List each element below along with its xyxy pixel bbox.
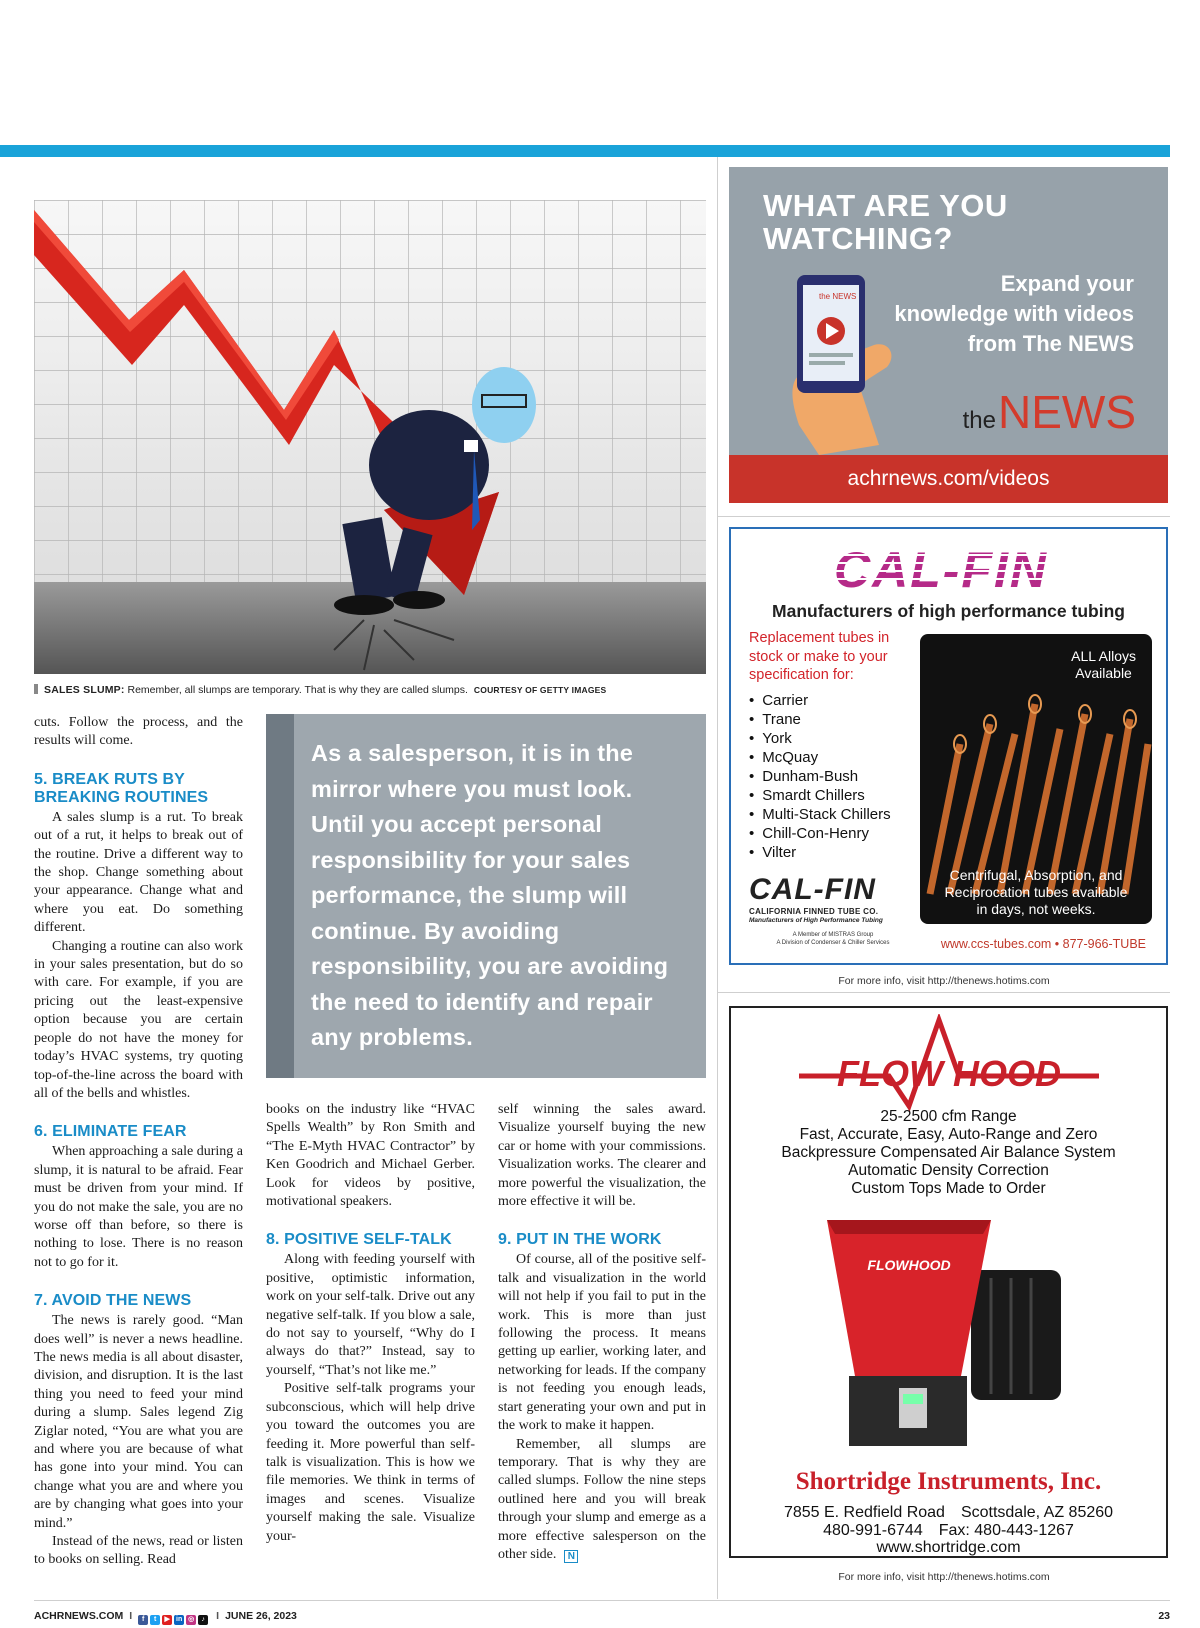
flowhood-logo [799, 1014, 1099, 1114]
news-videos-ad[interactable] [729, 167, 1168, 503]
tiktok-icon[interactable]: ♪ [198, 1615, 208, 1625]
more-info-link[interactable]: For more info, visit http://thenews.hotims.com [838, 975, 1050, 987]
flowhood-ad[interactable] [729, 1006, 1168, 1558]
company-name: Shortridge Instruments, Inc. [795, 1468, 1102, 1495]
pull-quote [266, 714, 706, 1078]
top-color-bar [0, 145, 1170, 157]
svg-text:the NEWS: the NEWS [819, 292, 857, 301]
paragraph: self winning the sales award. Visualize yourself buying the new car or home with your commissions. Visualization works. The clearer and more powerful the visualization, the more effective it will be. [498, 1102, 706, 1210]
page-footer: ACHRNEWS.COM I f t ▶ in ◎ ♪ I JUNE 26, 2023 23 [34, 1600, 1170, 1624]
paragraph: books on the industry like “HVAC Spells Wealth” by Ron Smith and “The E-Myth HVAC Contractor” by Ken Goodrich and Michael Gerber. Look for videos by positive, motivational speakers. [266, 1102, 475, 1210]
company-address: 7855 E. Redfield Road Scottsdale, AZ 85260 480-991-6744 Fax: 480-443-1267 www.shortridge.com [731, 1504, 1166, 1557]
calfin-brand-logo [821, 541, 1061, 597]
paragraph: Changing a routine can also work in your sales presentation, but do so with care. For example, if you are pricing out the least-expensive option because you are certain people do not have the money for today’s HVAC systems, try quoting top-of-the-line across the board with all of the bells and whistles. [34, 938, 243, 1101]
social-icons [138, 1612, 210, 1625]
alloys-label: ALL Alloys Available [1071, 648, 1136, 681]
more-info-link[interactable]: For more info, visit http://thenews.hotims.com [838, 1571, 1050, 1583]
ad-tagline: Manufacturers of high performance tubing [772, 601, 1125, 621]
ad-url-link[interactable]: achrnews.com/videos [729, 455, 1168, 503]
section-heading-7: 7. AVOID THE NEWS [34, 1292, 192, 1310]
member-note: A Member of MISTRAS Group A Division of Condenser & Chiller Services [776, 932, 890, 946]
ad-subhead: Expand your knowledge with videos from The NEWS [894, 271, 1134, 356]
list-item: • Trane [749, 710, 891, 729]
section-heading-5: 5. BREAK RUTS BY BREAKING ROUTINES [34, 770, 209, 806]
illustration-caption: SALES SLUMP: Remember, all slumps are temporary. That is why they are called slumps. COURTESY OF GETTY IMAGES [34, 684, 706, 696]
paragraph: A sales slump is a rut. To break out of a rut, it helps to break out of the routine. Drive a different way to the shop. Change something about your appearance. Change what and where you eat. Do something different. [34, 809, 243, 936]
section-heading-9: 9. PUT IN THE WORK [498, 1231, 662, 1249]
paragraph: Positive self-talk programs your subconscious, which will help drive you toward the outcomes you are feeding it. More powerful than self-talk is visualization. This is how we file memories. We think in terms of images and scenes. Visualize yourself making the sale. Visualize your- [266, 1381, 475, 1544]
list-item: • Chill-Con-Henry [749, 824, 891, 843]
list-item: • Smardt Chillers [749, 786, 891, 805]
sales-slump-illustration [34, 200, 706, 674]
list-item: • Multi-Stack Chillers [749, 805, 891, 824]
ad-divider [718, 992, 1170, 993]
youtube-icon[interactable]: ▶ [162, 1615, 172, 1625]
flowhood-specs: 25-2500 cfm Range Fast, Accurate, Easy, Auto-Range and Zero Backpressure Compensated Air Balance System Automatic Density Correction Custom Tops Made to Order [781, 1108, 1116, 1197]
paragraph: Along with feeding yourself with positive, optimistic information, work on your self-talk. Drive out any negative self-talk. If you blow a sale, do not say to yourself, “Why do I always do that?” Instead, say to yourself, “That’s not like me.” [266, 1252, 475, 1378]
paragraph: Of course, all of the positive self-talk and visualization in the world will not help if you fail to put in the work. This is more than just following the process. It means getting up earlier, working later, and networking for leads. If the company is not feeding you enough leads, start generating your own and put in the work to make it happen. [498, 1252, 706, 1434]
pull-quote-text: As a salesperson, it is in the mirror where you must look. Until you accept personal responsibility for your sales performance, the slump will continue. By avoiding responsibility, you are avoiding the need to identify and repair any problems. [311, 740, 669, 1050]
article-column-3 [498, 1101, 706, 1564]
tubes-photo [920, 634, 1152, 924]
page-number: 23 [1158, 1610, 1170, 1622]
calfin-contact-link[interactable]: www.ccs-tubes.com • 877-966-TUBE [940, 937, 1146, 951]
list-item: • McQuay [749, 748, 891, 767]
svg-text:FLOWHOOD: FLOWHOOD [867, 1257, 951, 1273]
calfin-company-logo: CAL-FIN CALIFORNIA FINNED TUBE CO. Manufacturers of High Performance Tubing [749, 873, 883, 924]
spec-text: Replacement tubes in stock or make to your specification for: [749, 630, 890, 683]
paragraph: cuts. Follow the process, and the results will come. [34, 715, 243, 749]
svg-text:FLOW HOOD: FLOW HOOD [837, 1053, 1061, 1094]
linkedin-icon[interactable]: in [176, 1616, 183, 1623]
list-item: • Vilter [749, 843, 891, 862]
list-item: • York [749, 729, 891, 748]
paragraph: When approaching a sale during a slump, it is natural to be afraid. Fear must be driven from your mind. If you do not make the sale, you are no worse off than before, so there is nothing to lose. There is no reason not to go for it. [34, 1144, 243, 1270]
section-heading-6: 6. ELIMINATE FEAR [34, 1123, 187, 1141]
footer-date: JUNE 26, 2023 [225, 1610, 297, 1622]
paragraph: The news is rarely good. “Man does well” is never a news headline. The news media is all about disaster, division, and disruption. It is the last thing you need to feed your mind during a slump. Sales legend Zig Ziglar noted, “You are what you are and where you are because of what has gone into your mind. You can change what you are and where you are by changing what goes into your mind.” [34, 1313, 243, 1531]
paragraph: Instead of the news, read or listen to books on selling. Read [34, 1534, 243, 1568]
the-news-logo: theNEWS [962, 386, 1136, 438]
list-item: • Dunham-Bush [749, 767, 891, 786]
column-divider [717, 157, 718, 1599]
twitter-icon[interactable]: t [150, 1615, 160, 1625]
instagram-icon[interactable]: ◎ [188, 1616, 195, 1623]
company-website-link[interactable]: www.shortridge.com [876, 1539, 1021, 1556]
svg-text:CAL-FIN: CAL-FIN [834, 542, 1048, 597]
section-heading-8: 8. POSITIVE SELF-TALK [266, 1231, 452, 1249]
footer-site[interactable]: ACHRNEWS.COM [34, 1610, 124, 1622]
flowhood-product-image [821, 1206, 1081, 1460]
list-item: • Carrier [749, 691, 891, 710]
ad-divider [718, 516, 1170, 517]
end-mark-icon: N [564, 1550, 578, 1563]
paragraph: Remember, all slumps are temporary. That is why they are called slumps. Follow the nine steps outlined here and you will break through your slump and emerge as a more effective salesperson on the other side. N [498, 1436, 706, 1562]
article-column-2 [266, 1101, 475, 1546]
facebook-icon[interactable]: f [138, 1615, 148, 1625]
tubes-note: Centrifugal, Absorption, and Reciprocation tubes available in days, not weeks. [944, 867, 1128, 917]
brand-list [749, 691, 891, 862]
article-column-1 [34, 714, 243, 1570]
ad-headline: WHAT ARE YOU WATCHING? [763, 188, 1008, 256]
calfin-ad[interactable] [729, 527, 1168, 965]
